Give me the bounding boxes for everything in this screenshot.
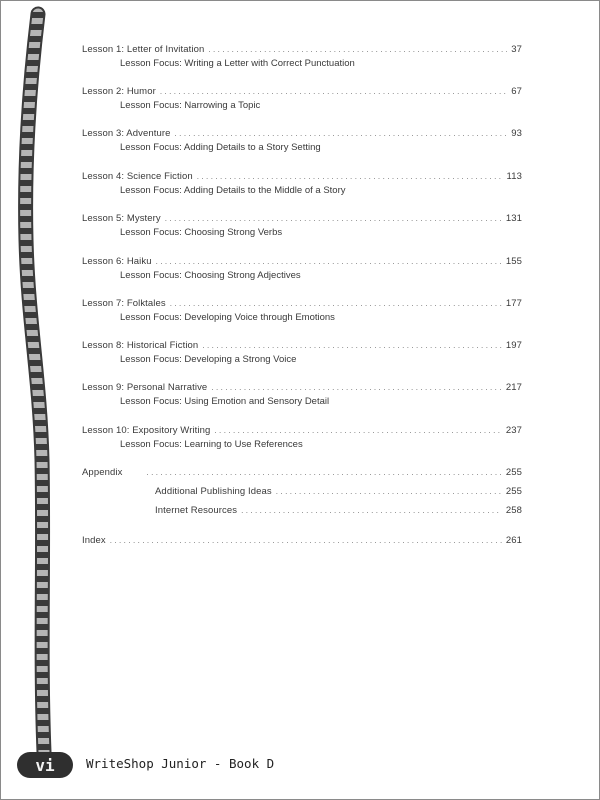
toc-entry-page: 113 xyxy=(506,171,522,182)
lesson-focus: Lesson Focus: Using Emotion and Sensory Detail xyxy=(120,396,330,407)
toc-entry-page: 255 xyxy=(505,486,522,497)
dot-leader xyxy=(202,341,502,350)
toc-entry-appendix[interactable] xyxy=(82,467,522,478)
lesson-focus: Lesson Focus: Developing a Strong Voice xyxy=(120,354,297,365)
toc-entry-lesson-1[interactable] xyxy=(82,44,522,55)
toc-entry-title: Lesson 8: Historical Fiction xyxy=(82,340,199,351)
toc-entry-additional-publishing-ideas[interactable] xyxy=(155,486,522,497)
page-number-badge xyxy=(17,752,73,778)
toc-entry-title: Lesson 9: Personal Narrative xyxy=(82,382,208,393)
toc-entry-lesson-3[interactable] xyxy=(82,128,522,139)
toc-entry-title: Lesson 2: Humor xyxy=(82,86,156,97)
toc-entry-lesson-6[interactable] xyxy=(82,256,522,267)
toc-entry-page: 258 xyxy=(505,505,522,516)
dot-leader xyxy=(146,468,501,477)
toc-entry-page: 37 xyxy=(511,44,522,55)
toc-entry-page: 255 xyxy=(505,467,522,478)
toc-entry-page: 217 xyxy=(505,382,522,393)
toc-entry-page: 67 xyxy=(511,86,522,97)
dot-leader xyxy=(156,257,502,266)
dot-leader xyxy=(197,172,503,181)
toc-entry-lesson-9[interactable] xyxy=(82,382,522,393)
toc-entry-title: Lesson 3: Adventure xyxy=(82,128,171,139)
toc-entry-internet-resources[interactable] xyxy=(155,505,522,516)
lesson-focus: Lesson Focus: Learning to Use References xyxy=(120,439,303,450)
toc-entry-lesson-5[interactable] xyxy=(82,213,522,224)
book-title: WriteShop Junior - Book D xyxy=(86,756,275,771)
dot-leader xyxy=(160,87,507,96)
toc-entry-lesson-10[interactable] xyxy=(82,425,522,436)
dot-leader xyxy=(175,129,508,138)
toc-entry-page: 93 xyxy=(511,128,522,139)
toc-entry-title: Lesson 10: Expository Writing xyxy=(82,425,211,436)
toc-entry-title: Lesson 4: Science Fiction xyxy=(82,171,193,182)
lesson-focus: Lesson Focus: Choosing Strong Adjectives xyxy=(120,270,301,281)
dot-leader xyxy=(241,506,502,515)
toc-entry-lesson-7[interactable] xyxy=(82,298,522,309)
toc-entry-lesson-4[interactable] xyxy=(82,171,522,182)
toc-entry-title: Lesson 7: Folktales xyxy=(82,298,166,309)
toc-entry-title: Lesson 5: Mystery xyxy=(82,213,161,224)
toc-entry-title: Lesson 1: Letter of Invitation xyxy=(82,44,205,55)
toc-entry-lesson-2[interactable] xyxy=(82,86,522,97)
lesson-focus: Lesson Focus: Writing a Letter with Correct Punctuation xyxy=(120,58,355,69)
dot-leader xyxy=(165,214,502,223)
lesson-focus: Lesson Focus: Choosing Strong Verbs xyxy=(120,227,283,238)
toc-entry-index[interactable] xyxy=(82,535,522,546)
toc-entry-page: 155 xyxy=(505,256,522,267)
toc-entry-title: Internet Resources xyxy=(155,505,238,516)
dot-leader xyxy=(208,45,507,54)
toc-entry-page: 261 xyxy=(505,535,522,546)
dot-leader xyxy=(110,536,502,545)
lesson-focus: Lesson Focus: Narrowing a Topic xyxy=(120,100,261,111)
dot-leader xyxy=(214,426,501,435)
toc-entry-title: Lesson 6: Haiku xyxy=(82,256,152,267)
toc-entry-title: Index xyxy=(82,535,106,546)
toc-entry-page: 177 xyxy=(505,298,522,309)
toc-entry-page: 237 xyxy=(505,425,522,436)
lesson-focus: Lesson Focus: Developing Voice through Emotions xyxy=(120,312,335,323)
dot-leader xyxy=(276,487,502,496)
toc-entry-title: Additional Publishing Ideas xyxy=(155,486,272,497)
page-number: vi xyxy=(35,755,55,775)
toc-entry-page: 197 xyxy=(505,340,522,351)
toc-entry-page: 131 xyxy=(505,213,522,224)
toc-entry-lesson-8[interactable] xyxy=(82,340,522,351)
dot-leader xyxy=(170,299,502,308)
lesson-focus: Lesson Focus: Adding Details to a Story Setting xyxy=(120,142,321,153)
lesson-focus: Lesson Focus: Adding Details to the Middle of a Story xyxy=(120,185,346,196)
toc-entry-title: Appendix xyxy=(82,467,123,478)
dot-leader xyxy=(211,383,502,392)
